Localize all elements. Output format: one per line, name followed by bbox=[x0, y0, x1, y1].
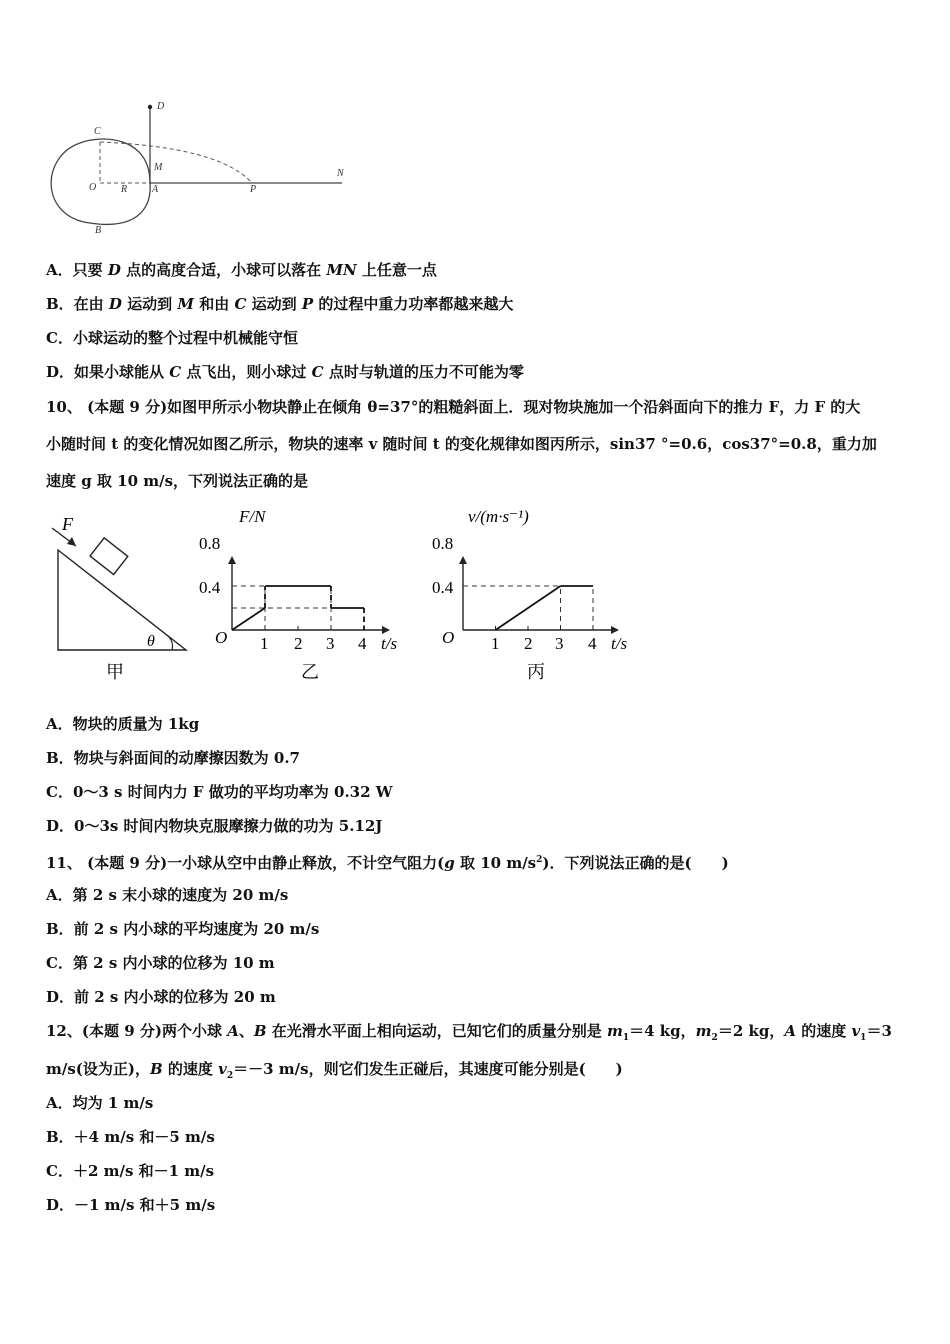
bing-ytick-0.4: 0.4 bbox=[432, 578, 454, 597]
incline-triangle bbox=[58, 550, 186, 650]
q10-stem-line2: 小随时间 t 的变化情况如图乙所示，物块的速率 v 随时间 t 的变化规律如图丙所示，sin37 °=0.6，cos37°=0.8，重力加 bbox=[46, 435, 877, 453]
q11-option-c: C．第 2 s 内小球的位移为 10 m bbox=[46, 954, 275, 972]
caption-yi: 乙 bbox=[301, 662, 319, 682]
q10-option-b: B．物块与斜面间的动摩擦因数为 0.7 bbox=[46, 749, 300, 767]
bing-y-arrowhead bbox=[459, 556, 467, 564]
q12-stem-line2: m/s(设为正)，B 的速度 $v_2=-3$ m/s，则它们发生正碰后，其速度可能分别是( ) bbox=[46, 1060, 623, 1081]
bing-x-arrowhead bbox=[611, 626, 619, 634]
bing-xtick-1: 1 bbox=[491, 634, 500, 653]
yi-xtick-3: 3 bbox=[326, 634, 335, 653]
q11-stem: 11、 (本题 9 分)一小球从空中由静止释放，不计空气阻力(g 取 10 $m/s^2$)．下列说法正确的是( ) bbox=[46, 854, 729, 872]
q11-option-a: A．第 2 s 末小球的速度为 20 m/s bbox=[46, 886, 289, 904]
yi-origin: O bbox=[215, 628, 228, 647]
yi-series-segment-0 bbox=[232, 608, 265, 630]
label-a: A bbox=[152, 184, 159, 195]
q9-option-c: C．小球运动的整个过程中机械能守恒 bbox=[46, 329, 298, 347]
circular-track bbox=[51, 139, 150, 224]
q10-stem-line3: 速度 g 取 10 m/s，下列说法正确的是 bbox=[46, 472, 309, 490]
q9-option-a: A．只要 D 点的高度合适，小球可以落在 MN 上任意一点 bbox=[46, 261, 437, 279]
q10-option-a: A．物块的质量为 1kg bbox=[46, 715, 200, 733]
yi-ylabel: F/N bbox=[239, 507, 266, 526]
yi-x-arrowhead bbox=[382, 626, 390, 634]
label-m: M bbox=[154, 162, 163, 173]
q10-option-c: C．0～3 s 时间内力 F 做功的平均功率为 0.32 W bbox=[46, 783, 393, 801]
bing-xtick-4: 4 bbox=[588, 634, 597, 653]
yi-y-arrowhead bbox=[228, 556, 236, 564]
label-d: D bbox=[157, 101, 165, 112]
angle-label: θ bbox=[147, 633, 155, 650]
q12-option-a: A．均为 1 m/s bbox=[46, 1094, 154, 1112]
figure-yi-force-time bbox=[195, 500, 420, 690]
q12-option-c: C．＋2 m/s 和－1 m/s bbox=[46, 1162, 215, 1180]
trajectory-cp bbox=[100, 142, 252, 183]
yi-ytick-0.4: 0.4 bbox=[199, 578, 221, 597]
yi-ytick-0.8: 0.8 bbox=[199, 534, 221, 553]
q9-option-b: B．在由 D 运动到 M 和由 C 运动到 P 的过程中重力功率都越来越大 bbox=[46, 295, 514, 313]
yi-xtick-1: 1 bbox=[260, 634, 269, 653]
q11-option-b: B．前 2 s 内小球的平均速度为 20 m/s bbox=[46, 920, 320, 938]
force-label: F bbox=[62, 514, 73, 534]
track-diagram bbox=[40, 95, 360, 245]
q9-option-d: D．如果小球能从 C 点飞出，则小球过 C 点时与轨道的压力不可能为零 bbox=[46, 363, 524, 381]
figure-jia-incline bbox=[40, 508, 200, 688]
bing-xtick-3: 3 bbox=[555, 634, 564, 653]
yi-xlabel: t/s bbox=[381, 634, 398, 653]
q12-stem-line1: 12、(本题 9 分)两个小球 A、B 在光滑水平面上相向运动，已知它们的质量分别是 $m_1=4$ kg，$m_2=2$ kg，A 的速度 $v_1=3$ bbox=[46, 1022, 892, 1043]
caption-jia: 甲 bbox=[106, 662, 124, 682]
yi-xtick-2: 2 bbox=[294, 634, 303, 653]
yi-xtick-4: 4 bbox=[358, 634, 367, 653]
bing-xlabel: t/s bbox=[611, 634, 628, 653]
caption-bing: 丙 bbox=[527, 662, 545, 682]
bing-ytick-0.8: 0.8 bbox=[432, 534, 454, 553]
point-d bbox=[148, 105, 152, 109]
bing-series-segment-0 bbox=[496, 586, 561, 630]
bing-ylabel: v/(m·s⁻¹) bbox=[468, 507, 529, 526]
q10-stem-line1: 10、 (本题 9 分)如图甲所示小物块静止在倾角 θ=37°的粗糙斜面上．现对物块施加一个沿斜面向下的推力 F，力 F 的大 bbox=[46, 398, 861, 416]
label-r: R bbox=[121, 184, 128, 195]
bing-origin: O bbox=[442, 628, 455, 647]
q12-option-b: B．＋4 m/s 和－5 m/s bbox=[46, 1128, 215, 1146]
label-b: B bbox=[95, 225, 102, 236]
q12-option-d: D．－1 m/s 和＋5 m/s bbox=[46, 1196, 216, 1214]
block bbox=[90, 538, 128, 575]
label-c: C bbox=[94, 126, 101, 137]
figure-bing-velocity-time bbox=[430, 500, 645, 690]
label-o: O bbox=[89, 182, 97, 193]
label-n: N bbox=[337, 168, 344, 179]
q11-option-d: D．前 2 s 内小球的位移为 20 m bbox=[46, 988, 276, 1006]
bing-xtick-2: 2 bbox=[524, 634, 533, 653]
q10-option-d: D．0～3s 时间内物块克服摩擦力做的功为 5.12J bbox=[46, 817, 383, 835]
label-p: P bbox=[250, 184, 257, 195]
force-arrowhead bbox=[67, 537, 76, 546]
